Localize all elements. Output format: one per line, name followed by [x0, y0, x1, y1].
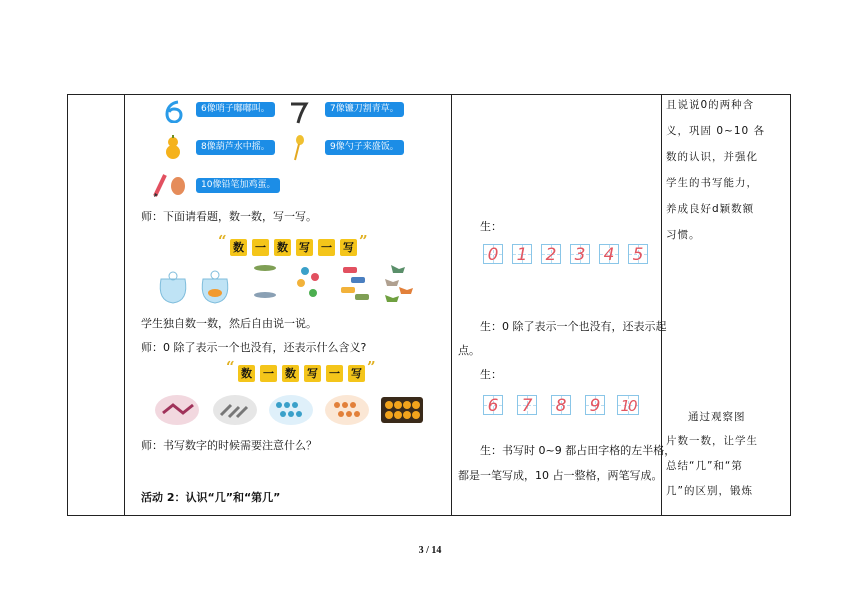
quote-mark-right: ” [359, 232, 368, 250]
rhyme-tag-ten: 10像铅笔加鸡蛋。 [196, 178, 280, 193]
tianzige-cell [512, 244, 532, 264]
banner-char: 写 [340, 239, 357, 256]
student-label: 生： [480, 368, 502, 381]
page-number: 3 / 14 [418, 545, 442, 556]
intent-line: 数的认识，并强化 [666, 151, 758, 163]
tianzige-cell [517, 395, 537, 415]
intent-line: 习惯。 [666, 229, 701, 241]
student-label: 生： [480, 220, 502, 233]
handwritten-digit: 0 [487, 245, 499, 265]
handwritten-digit: 3 [574, 245, 586, 265]
sickle-seven-icon [287, 99, 311, 125]
pencil-egg-ten-icon [151, 172, 191, 198]
intent-line: 几”的区别，锻炼 [666, 485, 753, 497]
student-answer-writing: 生：书写时 0~9 都占田字格的左半格， [480, 444, 676, 457]
banner-char: 一 [252, 239, 269, 256]
intent-line: 养成良好d颖数额 [666, 203, 755, 215]
tianzige-cell [585, 395, 605, 415]
intent-line: 义，巩固 0~10 各 [666, 125, 766, 137]
design-intent-column [662, 95, 792, 515]
teacher-column [125, 95, 451, 515]
grouped-objects-image [155, 393, 427, 427]
gourd-eight-icon [163, 134, 183, 160]
activity-title: 活动 2：认识“几”和“第几” [141, 491, 281, 504]
tianzige-cell [617, 395, 639, 415]
handwritten-digit: 2 [545, 245, 557, 265]
tianzige-cell [570, 244, 590, 264]
rhyme-tag-nine: 9像勺子来盛饭。 [325, 140, 404, 155]
tianzige-cell [541, 244, 561, 264]
teacher-prompt-count: 师：下面请看题，数一数，写一写。 [141, 210, 317, 223]
spoon-nine-icon [291, 134, 307, 162]
banner-char: 数 [274, 239, 291, 256]
quote-mark-left: “ [226, 358, 235, 376]
handwritten-digit: 7 [521, 396, 533, 416]
banner-char: 一 [260, 365, 277, 382]
tianzige-cell [599, 244, 619, 264]
student-column [452, 95, 676, 515]
tianzige-cell [551, 395, 571, 415]
intent-line: 片数一数，让学生 [666, 435, 758, 447]
tianzige-cell [628, 244, 648, 264]
intent-line: 且说说0的两种含 [666, 99, 755, 111]
counting-objects-image [155, 257, 427, 307]
teacher-question-writing: 师：书写数字的时候需要注意什么？ [141, 439, 317, 452]
intent-line: 通过观察图 [688, 411, 746, 423]
banner-char: 写 [304, 365, 321, 382]
rhyme-tag-six: 6像哨子嘟嘟叫。 [196, 102, 275, 117]
handwritten-digit: 1 [516, 245, 528, 265]
quote-mark-right: ” [367, 358, 376, 376]
banner-char: 写 [348, 365, 365, 382]
handwritten-digit: 9 [589, 396, 601, 416]
count-write-banner [226, 358, 376, 388]
intent-line: 总结“几”和“第 [666, 460, 743, 472]
whistle-six-icon [162, 99, 186, 123]
banner-char: 数 [282, 365, 299, 382]
tianzige-cell [483, 395, 503, 415]
banner-char: 一 [318, 239, 335, 256]
handwritten-digit: 10 [620, 397, 636, 415]
intent-line: 学生的书写能力， [666, 177, 758, 189]
handwritten-digit: 6 [487, 396, 499, 416]
tianzige-cell [483, 244, 503, 264]
teacher-question-zero: 师：0 除了表示一个也没有，还表示什么含义? [141, 341, 367, 354]
banner-char: 写 [296, 239, 313, 256]
rhyme-tag-eight: 8像葫芦水中摇。 [196, 140, 275, 155]
rhyme-tag-seven: 7像镰刀割青草。 [325, 102, 404, 117]
banner-char: 一 [326, 365, 343, 382]
quote-mark-left: “ [218, 232, 227, 250]
handwritten-digit: 8 [555, 396, 567, 416]
student-answer-writing-cont: 都是一笔写成，10 占一整格，两笔写成。 [458, 469, 663, 482]
banner-char: 数 [230, 239, 247, 256]
student-answer-zero-cont: 点。 [458, 344, 480, 357]
handwritten-digit: 5 [632, 245, 644, 265]
banner-char: 数 [238, 365, 255, 382]
lesson-table [67, 94, 791, 516]
students-count-text: 学生独自数一数，然后自由说一说。 [141, 317, 317, 330]
handwritten-digit: 4 [603, 245, 615, 265]
student-answer-zero: 生：0 除了表示一个也没有，还表示起 [480, 320, 667, 333]
